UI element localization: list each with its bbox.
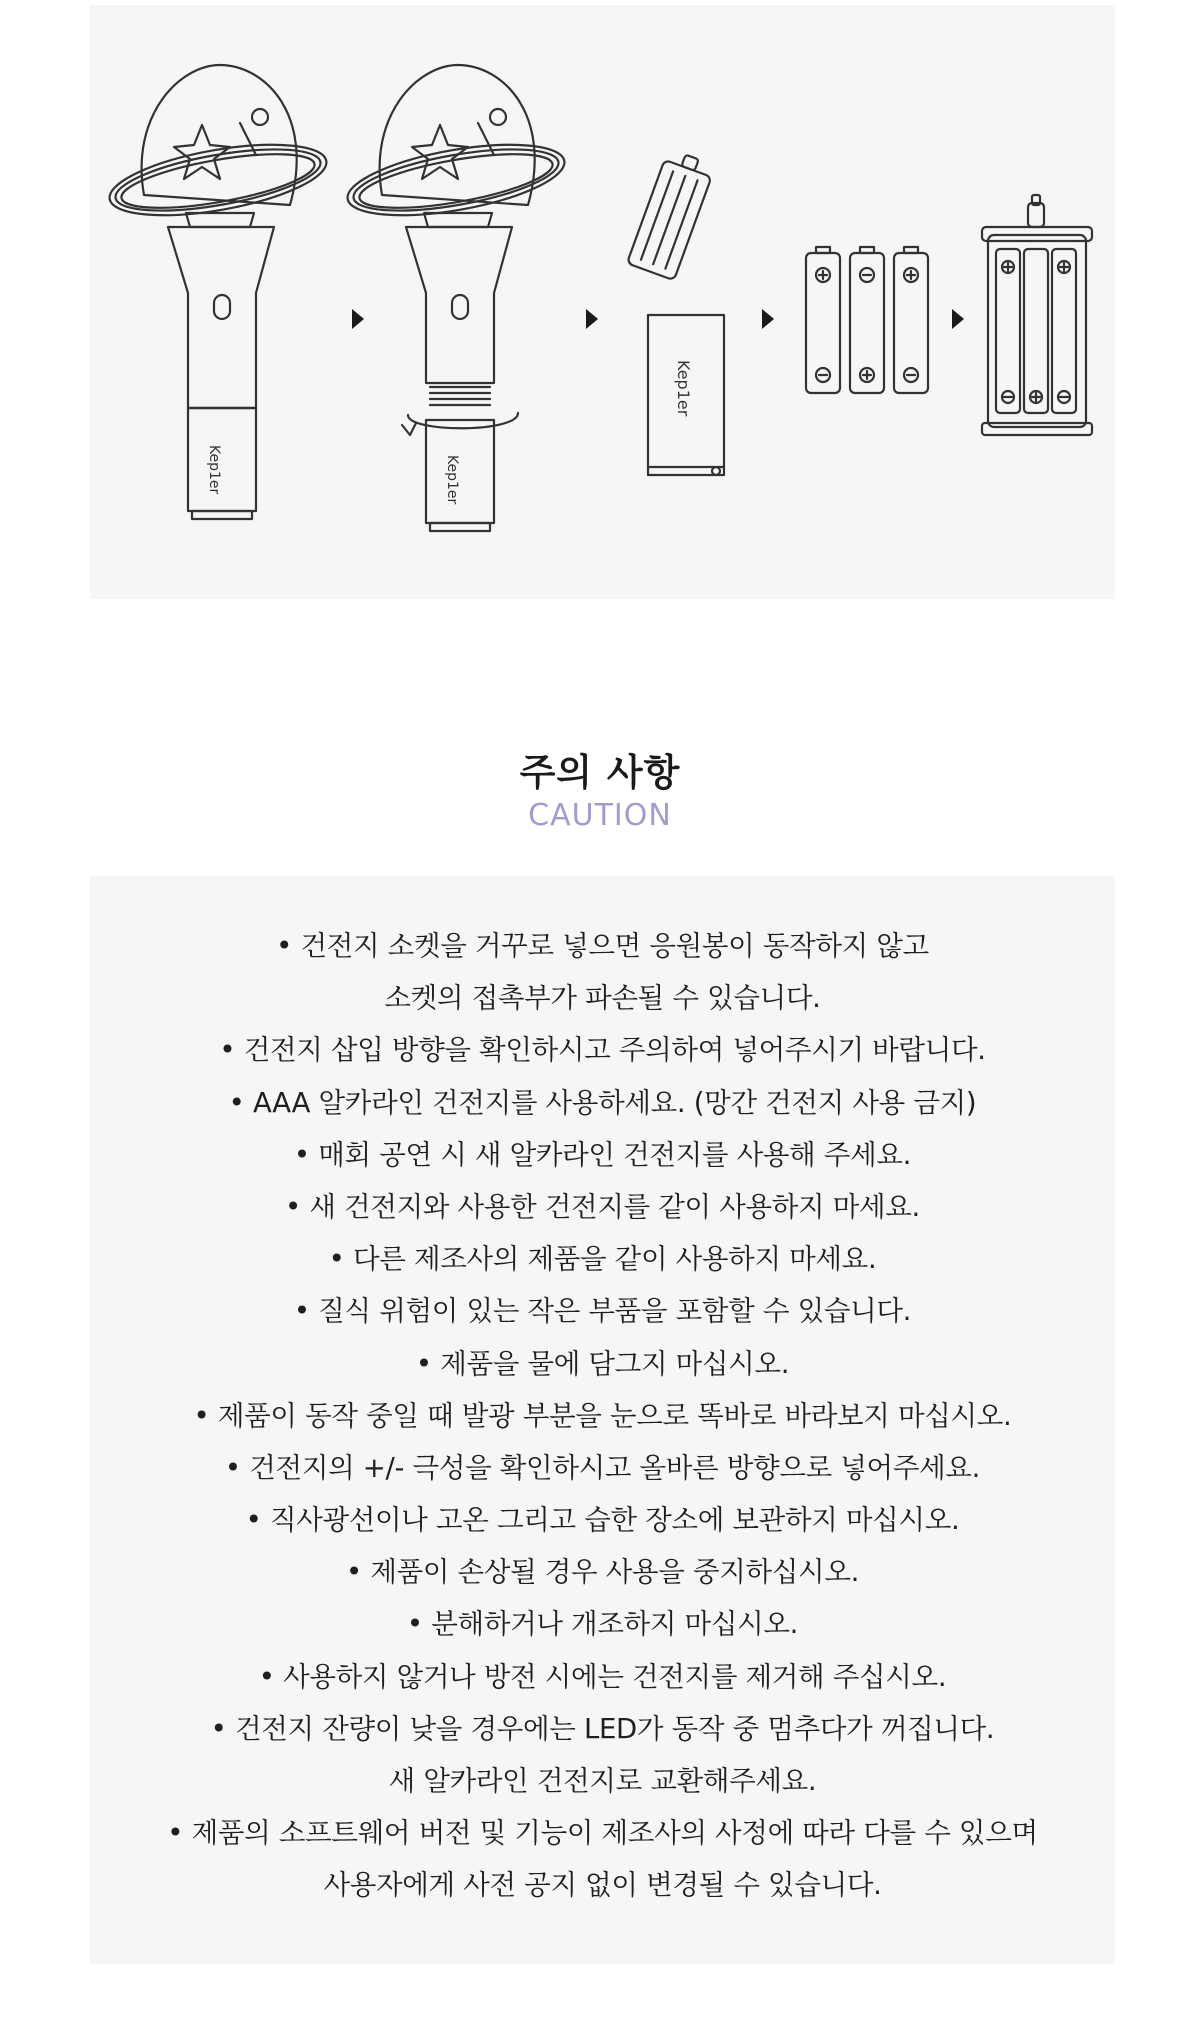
- caution-line: • 제품을 물에 담그지 마십시오.: [415, 1347, 790, 1380]
- caution-line: • 분해하거나 개조하지 마십시오.: [406, 1608, 799, 1641]
- caution-line: • AAA 알카라인 건전지를 사용하세요. (망간 건전지 사용 금지): [228, 1086, 977, 1119]
- battery-holder-icon: [627, 149, 724, 475]
- caution-line: • 직사광선이나 고온 그리고 습한 장소에 보관하지 마십시오.: [245, 1504, 960, 1537]
- caution-line: • 건전지 소켓을 거꾸로 넣으면 응원봉이 동작하지 않고: [276, 930, 929, 962]
- caution-line: • 새 건전지와 사용한 건전지를 같이 사용하지 마세요.: [284, 1190, 921, 1223]
- step-arrow-icon: [952, 309, 964, 329]
- caution-line: • 매회 공연 시 새 알카라인 건전지를 사용해 주세요.: [293, 1138, 912, 1171]
- battery-holder-loaded-icon: [982, 195, 1092, 435]
- caution-line: • 사용하지 않거나 방전 시에는 건전지를 제거해 주십시오.: [258, 1660, 947, 1693]
- battery-installation-illustration: [90, 5, 1115, 599]
- caution-line: 사용자에게 사전 공지 없이 변경될 수 있습니다.: [323, 1869, 882, 1902]
- caution-line: • 건전지 삽입 방향을 확인하시고 주의하여 넣어주시기 바랍니다.: [219, 1034, 986, 1067]
- caution-line: 새 알카라인 건전지로 교환해주세요.: [388, 1765, 817, 1797]
- caution-line: • 제품의 소프트웨어 버전 및 기능이 제조사의 사정에 따라 다를 수 있으며: [167, 1817, 1038, 1850]
- caution-list: [90, 876, 1115, 1912]
- step-arrow-icon: [352, 309, 364, 329]
- caution-line: • 제품이 동작 중일 때 발광 부분을 눈으로 똑바로 바라보지 마십시오.: [193, 1399, 1012, 1432]
- caution-line: • 제품이 손상될 경우 사용을 중지하십시오.: [345, 1556, 860, 1589]
- step-arrow-icon: [586, 309, 598, 329]
- caution-line: • 건전지 잔량이 낮을 경우에는 LED가 동작 중 멈추다가 꺼집니다.: [210, 1712, 995, 1745]
- brand-logo-2: Kep1er: [444, 455, 460, 505]
- caution-title: 주의 사항: [519, 751, 681, 794]
- brand-logo-3: Kep1er: [674, 360, 693, 417]
- caution-line: • 다른 제조사의 제품을 같이 사용하지 마세요.: [328, 1243, 877, 1276]
- caution-line: • 질식 위험이 있는 작은 부품을 포함할 수 있습니다.: [293, 1295, 912, 1328]
- caution-panel: [90, 876, 1115, 1964]
- battery-icon: [806, 247, 928, 393]
- brand-logo: Kep1er: [206, 445, 222, 495]
- caution-line: 소켓의 접촉부가 파손될 수 있습니다.: [384, 982, 821, 1015]
- step-arrow-icon: [762, 309, 774, 329]
- caution-line: • 건전지의 +/- 극성을 확인하시고 올바른 방향으로 넣어주세요.: [224, 1451, 981, 1484]
- caution-subtitle: CAUTION: [528, 798, 672, 833]
